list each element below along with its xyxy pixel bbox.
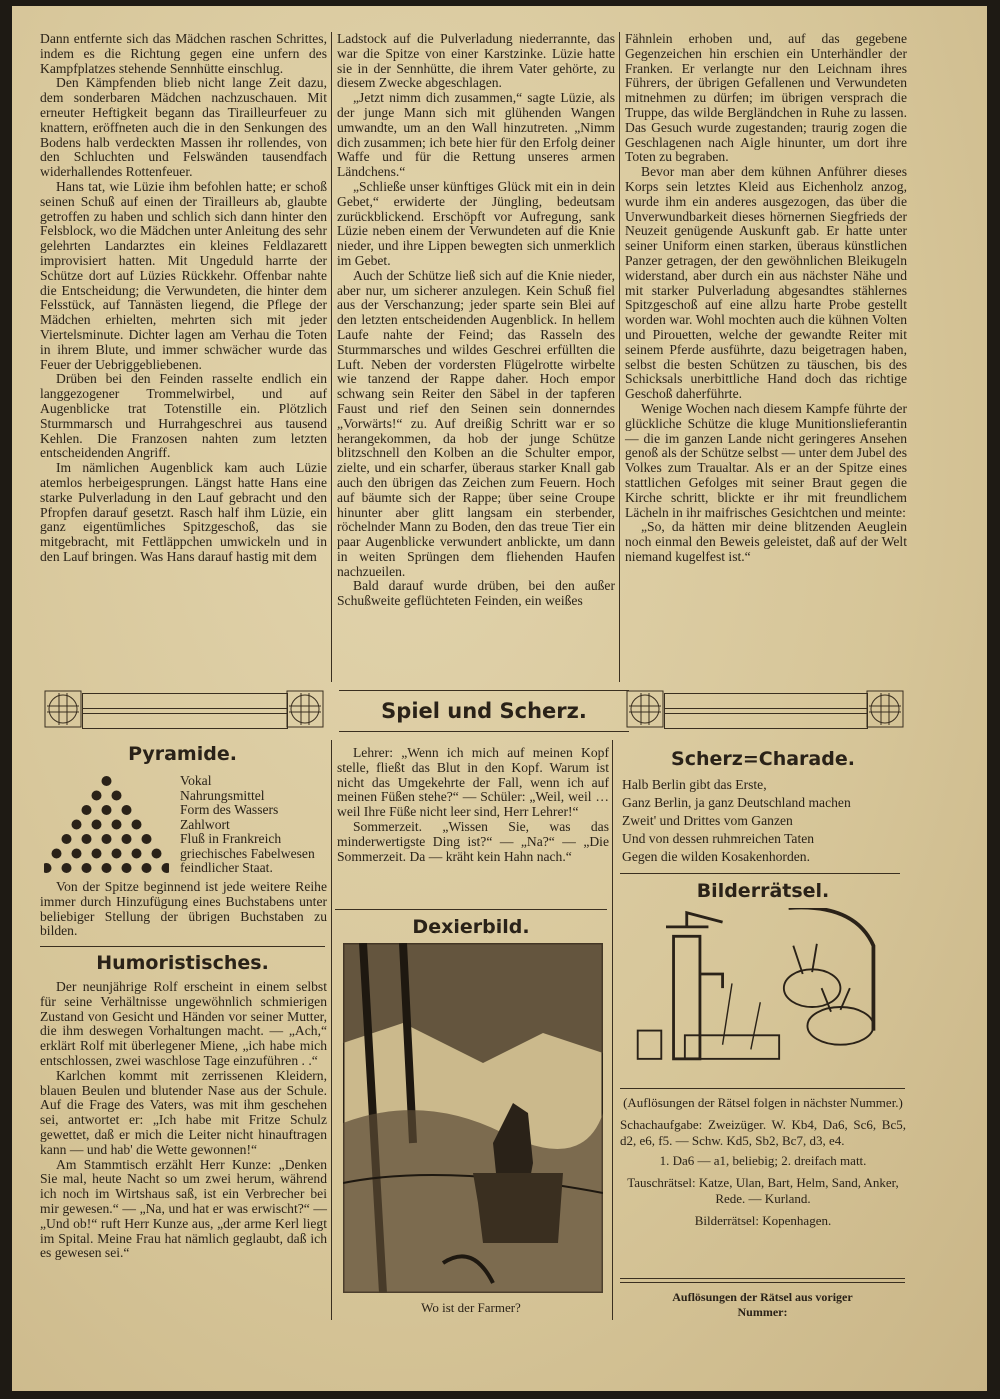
pyramid-dot — [82, 834, 92, 844]
paragraph: „Jetzt nimm dich zusammen,“ sagte Lüzie, als der junge Mann sich mit glühenden Wangen umwandte, um an den Wall hinzutreten. „Nimm dich zusammen; ich bete hier für den Erfolg deiner Waffe und für die Rettung unseres armen Ländchens.“ — [337, 90, 615, 180]
paragraph: Drüben bei den Feinden rasselte endlich ein langgezogener Trommelwirbel, und auf Augenblicke trat Totenstille ein. Plötzlich Sturmmarsch und Hurrahgeschrei aus tausend Kehlen. Die Franzosen nahten zum letzten entscheidenden Angriff. — [40, 371, 327, 461]
pyramid-dot — [82, 863, 92, 873]
humor-continued — [337, 746, 609, 864]
banner-rule — [664, 693, 868, 729]
pyramid-dot — [92, 849, 102, 859]
pyramid-dot — [44, 863, 52, 873]
paragraph: „Schließe unser künftiges Glück mit ein in dein Gebet,“ erwiderte der Jüngling, bedeutsam zurückblickend. Erschöpft vor Aufregung, sank Lüzie neben einem der Verwundeten auf die Knie nieder, und ihre Lippen bewegten sich unmerklich im Gebet. — [337, 178, 615, 268]
pyramid-dot — [152, 849, 162, 859]
pyramid-dot — [102, 805, 112, 815]
paragraph: Wenige Wochen nach diesem Kampfe führte der glückliche Schütze die kluge Munitionslieferantin — die im ganzen Lande nicht geringeres Ansehen genoß als der Schütze selbst — unter dem Jubel des Volkes zum Traualtar. Als er an der Spitze eines stattlichen Gefolges mit seiner Braut gegen die Kirche schritt, blickte er ihr mit freundlichem Lächeln in ihr maifrisches Gesichtchen und meinte: — [625, 400, 908, 520]
pyramid-dot — [62, 834, 72, 844]
double-rule — [620, 1282, 905, 1283]
dexierbild-caption: Wo ist der Farmer? — [421, 1300, 521, 1315]
poem-line: Halb Berlin gibt das Erste, — [622, 777, 767, 792]
chess-solution: 1. Da6 — a1, beliebig; 2. dreifach matt. — [659, 1153, 867, 1168]
clue: Fluß in Frankreich — [180, 831, 282, 846]
section-title: Spiel und Scherz. — [339, 690, 629, 732]
clue: Nahrungsmittel — [180, 787, 265, 803]
pyramide-instructions — [40, 880, 327, 939]
solutions-note: (Auflösungen der Rätsel folgen in nächster Nummer.) — [623, 1095, 903, 1110]
humor-title: Humoristisches. — [96, 952, 269, 974]
paragraph: Bevor man aber dem kühnen Anführer dieses Korps sein letztes Kleid aus Eichenholz anzog, wurde ihm ein anderes ausgezogen, das über die Unverwundbarkeit dieses hörnernen Siegfrieds der Neuzeit genügende Auskunft gab. Er hatte unter seiner Uniform einen starken, überaus künstlichen Panzer getragen, der den gewöhnlichen Bleikugeln widerstand, aber durch ein aus nächster Nähe und mit starker Pulverladung abgesandtes stählernes Spitzgeschoß auf eine allzu harte Probe gestellt worden war. Wohl mochten auch die kühnen Volten und Pirouetten, welche der gewandte Reiter mit seinem Pferde ausführte, dazu beigetragen haben, selbst die besten Schützen zu täuschen, bis des Schicksals unerbittliche Hand doch das richtige Geschoß daherführte. — [625, 164, 907, 402]
pyramid-dot — [52, 849, 62, 859]
solutions-block — [620, 1095, 906, 1229]
section-divider — [620, 1088, 905, 1089]
pyramid-dot — [82, 805, 92, 815]
paragraph: Karlchen kommt mit zerrissenen Kleidern, blauen Beulen und blutender Nase aus der Schule. Auf die Frage des Vaters, was mit ihm geschehen sei, antwortet er: „Ich habe mit Fritze Schulz gewettet, daß er mich die Leiter nicht hinauftragen kann — und hab' die Wette gewonnen!“ — [40, 1067, 327, 1157]
pyramid-dot — [102, 863, 112, 873]
pyramid-dot — [142, 834, 152, 844]
pyramid-dot — [92, 791, 102, 801]
clue: Vokal — [180, 773, 212, 788]
bilderraetsel-drawing — [620, 908, 910, 1073]
double-rule — [620, 1278, 905, 1279]
pyramid-dot — [112, 791, 122, 801]
paragraph: „So, da hätten mir deine blitzenden Aeuglein noch einmal den Beweis geleistet, daß auf der Welt niemand kugelfest ist.“ — [625, 519, 907, 564]
paragraph: Dann entfernte sich das Mädchen raschen Schrittes, indem es die Richtung gegen eine unfern des Kampfplatzes stehende Sennhütte einschlug. — [40, 31, 327, 76]
paragraph: Im nämlichen Augenblick kam auch Lüzie atemlos herbeigesprungen. Längst hatte Hans eine starke Pulverladung in den Lauf gebracht und den Pfropfen darauf gesetzt. Rasch half ihm Lüzie, ein ganz eigentümliches Spitzgeschoß, das sie mitgebracht, mit Fettläppchen umwickeln und in den Lauf bringen. Was Hans darauf hastig mit dem — [40, 460, 327, 564]
paragraph: Lehrer: „Wenn ich mich auf meinen Kopf stelle, fließt das Blut in den Kopf. Warum ist nicht das Umgekehrte der Fall, wenn ich auf meinen Füßen stehe?“ — Schüler: „Weil, weil … weil Ihre Füße nicht leer sind, Herr Lehrer!“ — [337, 745, 609, 820]
poem-line: Und von dessen ruhmreichen Taten — [622, 831, 815, 846]
solutions-footer: Auflösungen der Rätsel aus voriger Nummer: — [672, 1290, 853, 1319]
section-divider — [620, 873, 900, 874]
story-column-2 — [337, 32, 615, 609]
pyramid-dot — [72, 849, 82, 859]
banner-rule — [82, 693, 288, 729]
pyramid-dot — [102, 834, 112, 844]
dexierbild-title: Dexierbild. — [412, 916, 530, 938]
poem-line: Zweit' und Drittes vom Ganzen — [622, 813, 793, 828]
paragraph: Bald darauf wurde drüben, bei den außer Schußweite geflüchteten Feinden, ein weißes — [337, 578, 615, 609]
poem-line: Gegen die wilden Kosakenhorden. — [622, 849, 810, 864]
bilderraetsel-title: Bilderrätsel. — [696, 880, 830, 902]
pyramid-dot — [142, 863, 152, 873]
paragraph: Der neunjährige Rolf erscheint in einem selbst für seine Verhältnisse ungewöhnlich schmierigen Zustand von Gesicht und Händen vor seiner Mutter, die ihm deswegen Vorhaltungen macht. — „Ach,“ erklärt Rolf mit überlegener Miene, „ich habe mich entschlossen, zwei waschlose Tage einzuführen . .“ — [40, 979, 327, 1068]
clue: feindlicher Staat. — [180, 860, 273, 875]
ornament-icon — [626, 690, 664, 728]
pyramid-dot — [72, 820, 82, 830]
pyramid-dot — [132, 849, 142, 859]
paragraph: Hans tat, wie Lüzie ihm befohlen hatte; er schoß seinen Schuß auf einen der Tirailleurs ab, glaubte getroffen zu haben und schlich sich dann hinter den Felsblock, wo die Mädchen unter Anleitung des sehr gelehrten Landarztes ein kleines Feldlazarett improvisiert hatten. Mit Ungeduld harrte der Schütze dort auf Lüzies Rückkehr. Offenbar nahte die Entscheidung; die Verwundeten, die hinter dem Felsstück, auf Tannästen liegend, die Pflege der Mädchen erhielten, mehrten sich mit jeder Viertelsminute. Dichter lagen am Verhau die Toten in ihrem Blute, und immer schwächer wurde das Feuer der Uebriggebliebenen. — [40, 178, 327, 372]
pyramid-dot — [112, 849, 122, 859]
ornament-icon — [286, 690, 324, 728]
dexierbild-woodcut-image — [343, 943, 603, 1293]
ornament-icon — [44, 690, 82, 728]
ornament-icon — [866, 690, 904, 728]
paragraph: Am Stammtisch erzählt Herr Kunze: „Denken Sie mal, heute Nacht so um zwei herum, während ich noch im Wirtshaus saß, ist ein Verbrecher bei mir gewesen.“ — „Na, und hat er was erwischt?“ — „Und ob!“ ruft Herr Kunze aus, „der arme Kerl liegt im Spital. Meine Frau hat nämlich geglaubt, daß ich es gewesen sei.“ — [40, 1156, 327, 1261]
pyramid-dot — [102, 776, 112, 786]
paragraph: Von der Spitze beginnend ist jede weitere Reihe immer durch Hinzufügung eines Buchstabens unter beliebiger Stellung der übrigen Buchstaben zu bilden. — [40, 879, 327, 939]
bilder-solution: Bilderrätsel: Kopenhagen. — [694, 1213, 832, 1228]
section-divider — [335, 909, 607, 910]
paragraph: Auch der Schütze ließ sich auf die Knie nieder, aber nur, um sicherer anzulegen. Kein Schuß fiel aus der Verschanzung; jeder sparte sein Blei auf den letzten entscheidenden Augenblick. In hellem Laufe nahte der Feind; das Rasseln des Sturmmarsches und wildes Geschrei erfüllten die Luft. Neben der vordersten Flügelrotte wirbelte wie tanzend der Rappe daher. Hoch empor schwang sein Reiter den Säbel in der tapferen Faust und rief den Seinen sein donnerndes „Vorwärts!“ zu. Auf dreißig Schritt war er so herangekommen, da hob der junge Schütze blitzschnell den Kolben an die Schulter empor, zielte, und ein scharfer, überaus starker Knall gab auch den übrigen das Zeichen zum Feuern. Hoch auf bäumte sich der Rappe; über seine Croupe hinunter aber glitt langsam ein sterbender, röchelnder Mann zu Boden, den das treue Tier ein paar Augenblicke verwundert anblickte, um dann in weiten Sprüngen dem fliehenden Haufen nachzueilen. — [337, 267, 615, 579]
story-column-3 — [625, 32, 907, 565]
pyramid-dot — [122, 805, 132, 815]
pyramid-dots — [44, 774, 169, 874]
pyramide-title: Pyramide. — [128, 743, 237, 765]
clue: griechisches Fabelwesen — [180, 845, 315, 861]
column-divider — [612, 740, 613, 1320]
humor-column — [40, 980, 327, 1261]
pyramid-dot — [122, 834, 132, 844]
clue: Zahlwort — [180, 816, 230, 832]
pyramid-dot — [122, 863, 132, 873]
chess-problem: Schachaufgabe: Zweizüger. W. Kb4, Da6, Sc6, Bc5, d2, e6, f5. — Schw. Kd5, Sb2, Bc7, d3, e4. — [620, 1117, 906, 1148]
poem-line: Ganz Berlin, ja ganz Deutschland machen — [622, 795, 851, 810]
tausch-solution: Tauschrätsel: Katze, Ulan, Bart, Helm, Sand, Anker, Rede. — Kurland. — [627, 1175, 899, 1206]
pyramid-dot — [92, 820, 102, 830]
clue: Form des Wassers — [180, 802, 279, 817]
charade-title: Scherz=Charade. — [671, 748, 855, 770]
story-column-1 — [40, 32, 327, 565]
pyramid-dot — [132, 820, 142, 830]
pyramid-clues — [180, 774, 315, 876]
section-banner — [44, 690, 904, 732]
column-divider — [331, 740, 332, 1320]
section-divider — [40, 946, 325, 947]
charade-poem — [622, 776, 912, 866]
paragraph: Sommerzeit. „Wissen Sie, was das minderwertigste Ding ist?“ — „Na?“ — „Die Sommerzeit. Da — kräht kein Hahn nach.“ — [337, 818, 609, 864]
paragraph: Den Kämpfenden blieb nicht lange Zeit dazu, dem sonderbaren Mädchen nachzuschauen. Mit erneuter Heftigkeit begann das Tirailleurfeuer zu knattern, eröffneten auch die in den Senkungen des Bodens halb verdeckten Massen ihr rollendes, von den Schluchten und Felswänden tausendfach widerhallendes Rottenfeuer. — [40, 75, 327, 180]
pyramid-dot — [62, 863, 72, 873]
paragraph: Fähnlein erhoben und, auf das gegebene Gegenzeichen hin erschien ein Unterhändler der Franken. Er verlangte nur den Leichnam ihres Führers, der übrigen Gefallenen und Verwundeten mitnehmen zu dürfen; im übrigen versprach die Truppe, das wilde Bergländchen in Ruhe zu lassen. Das Gesuch wurde zugestanden; traurig zogen die Geschlagenen nach Aigle hinunter, um dort ihre Toten zu begraben. — [625, 31, 907, 165]
column-divider — [331, 32, 332, 682]
pyramid-dot — [162, 863, 170, 873]
column-divider — [619, 32, 620, 682]
paragraph: Ladstock auf die Pulverladung niederrannte, das war die Spitze von einer Karstzinke. Lüzie hatte sie in der Sennhütte, die ihrem Vater gehörte, zu diesem Zwecke abgeschlagen. — [337, 31, 615, 91]
pyramid-dot — [112, 820, 122, 830]
